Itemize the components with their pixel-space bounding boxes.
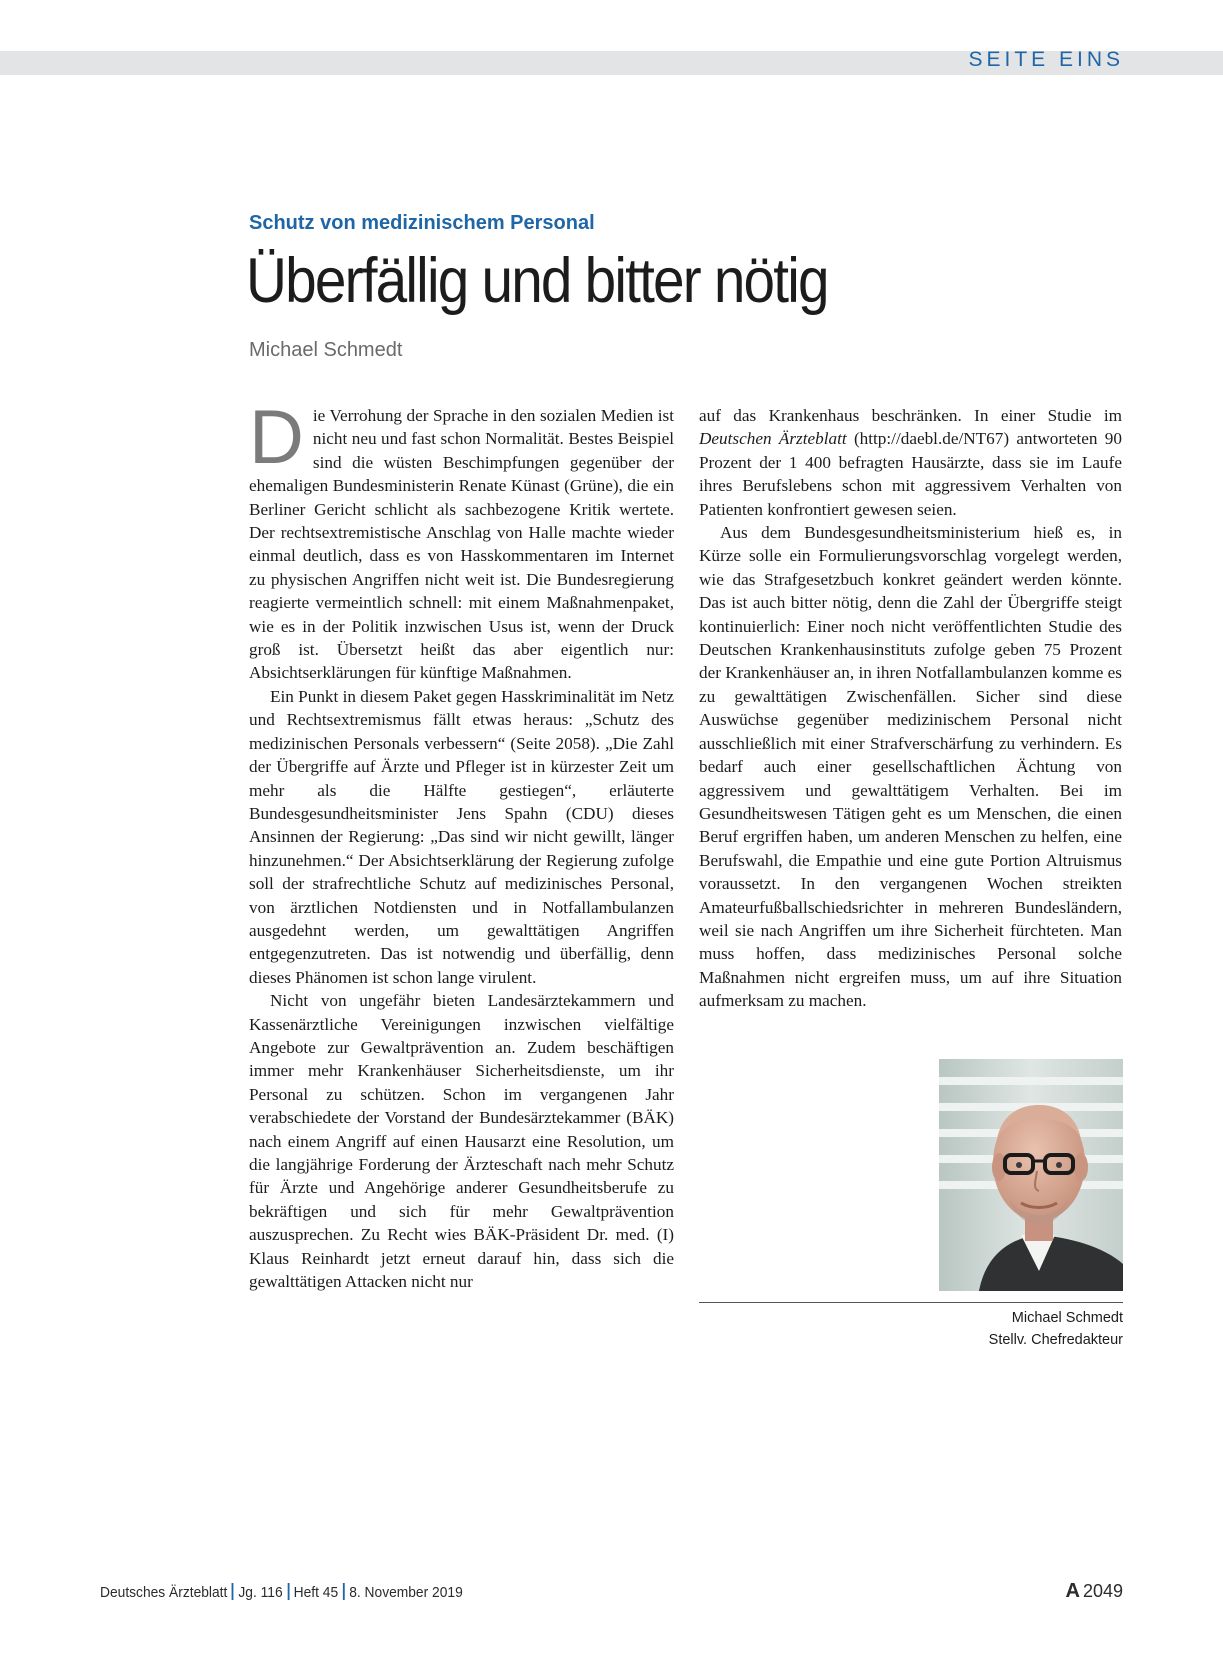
photo-caption	[989, 1307, 1123, 1351]
article-paragraph	[249, 395, 674, 685]
article-paragraph: Nicht von ungefähr bieten Landesärztekammern und Kassenärztliche Vereinigungen inzwischen vielfältige Angebote zur Gewaltprävention an. Zudem beschäftigen immer mehr Krankenhäuser Sicherheitsdienste, um ihr Personal zu schützen. Schon im vergangenen Jahr verabschiedete der Vorstand der Bundesärztekammer (BÄK) nach einem Angriff auf einen Hausarzt eine Resolution, um die langjährige Forderung der Ärzteschaft nach mehr Schutz für Ärzte und Angehörige anderer Gesundheitsberufe zu bekräftigen und sich für mehr Gewaltprävention auszusprechen. Zu Recht wies BÄK-Präsident Dr. med. (I) Klaus Reinhardt jetzt erneut darauf hin, dass sich die gewalttätigen Attacken nicht nur	[249, 991, 674, 1292]
footer-separator	[343, 1583, 345, 1600]
footer-citation	[100, 1583, 463, 1601]
page-prefix: A	[1065, 1580, 1080, 1602]
footer-volume: Jg. 116	[238, 1584, 283, 1601]
caption-rule	[699, 1302, 1123, 1303]
author-photo	[939, 1059, 1123, 1291]
footer-separator	[232, 1583, 234, 1600]
section-label: SEITE EINS	[968, 48, 1124, 71]
paragraph-text: ie Verrohung der Sprache in den sozialen Medien ist nicht neu und fast schon Normalität. Bestes Beispiel sind die wüsten Beschimpfungen gegenüber der ehemaligen Bundesministerin Renate Künast (Grüne), die ein Berliner Gericht schlicht als sachbezogene Kritik wertete. Der rechtsextremistische Anschlag von Halle machte wieder einmal deutlich, dass es von Hasskommentaren im Internet zu physischen Angriffen nicht weit ist. Die Bundesregierung reagierte vermeintlich schnell: mit einem Maßnahmenpaket, wie es in der Politik inzwischen Usus ist, wenn der Druck groß ist. Übersetzt heißt das aber eigentlich nur: Absichtserklärungen für künftige Maßnahmen.	[249, 406, 674, 683]
page-number	[1066, 1580, 1124, 1603]
article-kicker: Schutz von medizinischem Personal	[249, 212, 595, 234]
article-paragraph: Aus dem Bundesgesundheitsministerium hieß es, in Kürze solle ein Formulierungsvorschlag vorgelegt werden, wie das Strafgesetzbuch konkret geändert werden könnte. Das ist auch bitter nötig, denn die Zahl der Übergriffe steigt kontinuierlich: Einer noch nicht veröffentlichten Studie des Deutschen Krankenhausinstituts zufolge geben 75 Prozent der Krankenhäuser an, in ihren Notfallambulanzen komme es zu gewalttätigen Zwischenfällen. Sicher sind diese Auswüchse gegenüber medizinischem Personal nicht ausschließlich mit einer Strafverschärfung zu verhindern. Es bedarf auch einer gesellschaftlichen Ächtung von aggressivem und gewalttätigem Verhalten. Bei im Gesundheitswesen Tätigen geht es um Menschen, die einen Beruf ergriffen haben, um anderen Menschen zu helfen, eine Berufswahl, die Empathie und eine gute Portion Altruismus voraussetzt. In den vergangenen Wochen streikten Amateurfußballschiedsrichter in mehreren Bundesländern, weil sie nach Angriffen um ihre Sicherheit fürchteten. Man muss hoffen, dass medizinisches Personal solche Maßnahmen nicht ergreifen muss, um auf ihre Situation aufmerksam zu machen.	[699, 523, 1122, 1011]
paragraph-text: (http://daebl.de/NT67) antworteten 90 Prozent der 1 400 befragten Hausärzte, dass sie im Laufe ihres Berufslebens schon mit aggressivem Verhalten von Patienten konfrontiert gewesen seien.	[699, 429, 1122, 519]
paragraph-text: auf das Krankenhaus beschränken. In einer Studie im	[699, 406, 1122, 425]
article-column-right	[699, 404, 1122, 1013]
caption-role: Stellv. Chefredakteur	[988, 1332, 1123, 1348]
journal-reference: Deutschen Ärzteblatt	[699, 429, 847, 449]
article-headline: Überfällig und bitter nötig	[246, 246, 828, 316]
drop-cap: D	[249, 395, 304, 480]
article-author: Michael Schmedt	[249, 339, 403, 361]
footer-issue: Heft 45	[293, 1584, 339, 1601]
article-paragraph	[699, 404, 1122, 521]
footer-date: 8. November 2019	[349, 1584, 463, 1601]
article-paragraph: Ein Punkt in diesem Paket gegen Hasskriminalität im Netz und Rechtsextremismus fällt etwas heraus: „Schutz des medizinischen Personals verbessern“ (Seite 2058). „Die Zahl der Übergriffe auf Ärzte und Pfleger ist in kürzester Zeit um mehr als die Hälfte gestiegen“, erläuterte Bundesgesundheitsminister Jens Spahn (CDU) dieses Ansinnen der Regierung: „Das sind wir nicht gewillt, länger hinzunehmen.“ Der Absichtserklärung der Regierung zufolge soll der strafrechtliche Schutz auf medizinisches Personal, von ärztlichen Notdiensten und in Notfallambulanzen ausgedehnt werden, um gewalttätigen Angriffen entgegenzutreten. Das ist notwendig und überfällig, denn dieses Phänomen ist schon lange virulent.	[249, 686, 674, 987]
article-column-left	[249, 395, 674, 1293]
caption-name: Michael Schmedt	[1011, 1310, 1123, 1326]
page-number-value: 2049	[1082, 1581, 1123, 1601]
footer-separator	[287, 1583, 289, 1600]
footer-journal: Deutsches Ärzteblatt	[100, 1584, 228, 1601]
